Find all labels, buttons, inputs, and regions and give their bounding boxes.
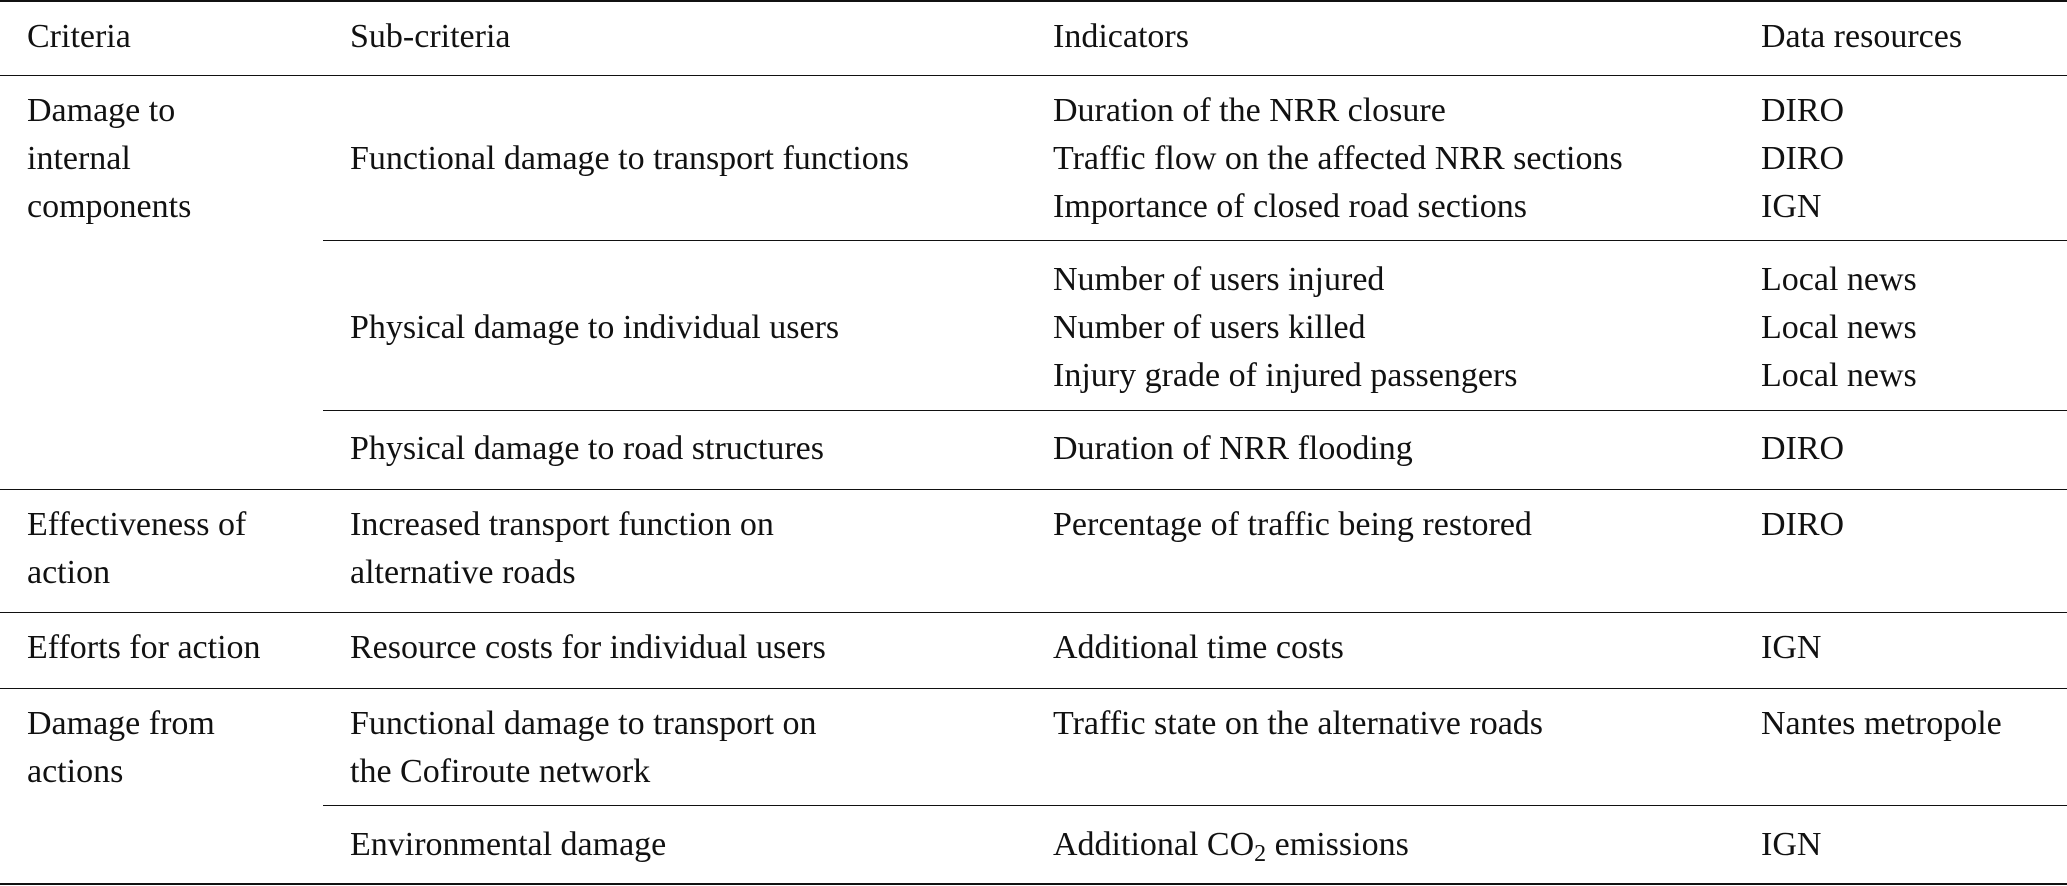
- indicator-cell: Number of users injured: [1053, 261, 1385, 298]
- indicator-subscript: 2: [1254, 841, 1267, 867]
- resource-cell: IGN: [1761, 826, 1822, 863]
- indicator-cell: Injury grade of injured passengers: [1053, 357, 1518, 394]
- resource-cell: IGN: [1761, 629, 1822, 666]
- sub-criteria-cell: alternative roads: [350, 554, 576, 591]
- sub-criteria-cell: Functional damage to transport on: [350, 705, 817, 742]
- resource-cell: Local news: [1761, 261, 1917, 298]
- indicator-cell: Duration of the NRR closure: [1053, 92, 1446, 129]
- indicator-cell: [1053, 821, 1409, 869]
- resource-cell: Nantes metropole: [1761, 705, 2002, 742]
- resource-cell: DIRO: [1761, 140, 1845, 177]
- header-data-resources: Data resources: [1761, 18, 1963, 55]
- indicator-cell: Number of users killed: [1053, 309, 1366, 346]
- resource-cell: Local news: [1761, 357, 1917, 394]
- sub-criteria-cell: Physical damage to individual users: [350, 309, 840, 346]
- resource-cell: Local news: [1761, 309, 1917, 346]
- criteria-cell: actions: [27, 753, 124, 790]
- criteria-cell: Effectiveness of: [27, 506, 247, 543]
- criteria-cell: components: [27, 188, 192, 225]
- criteria-cell: Efforts for action: [27, 629, 261, 666]
- indicator-cell: Duration of NRR flooding: [1053, 430, 1413, 467]
- sub-criteria-cell: Resource costs for individual users: [350, 629, 826, 666]
- subgroup-rule: [323, 410, 2067, 411]
- group-rule: [0, 612, 2067, 613]
- header-sub-criteria: Sub-criteria: [350, 18, 511, 55]
- indicator-cell: Traffic state on the alternative roads: [1053, 705, 1544, 742]
- sub-criteria-cell: Environmental damage: [350, 826, 667, 863]
- subgroup-rule: [323, 805, 2067, 806]
- sub-criteria-cell: Increased transport function on: [350, 506, 774, 543]
- indicator-cell: Traffic flow on the affected NRR sections: [1053, 140, 1623, 177]
- resource-cell: DIRO: [1761, 92, 1845, 129]
- header-rule: [0, 75, 2067, 76]
- criteria-cell: action: [27, 554, 111, 591]
- sub-criteria-cell: Functional damage to transport functions: [350, 140, 909, 177]
- indicator-text: Additional CO: [1053, 826, 1255, 863]
- sub-criteria-cell: Physical damage to road structures: [350, 430, 824, 467]
- resource-cell: DIRO: [1761, 506, 1845, 543]
- resource-cell: IGN: [1761, 188, 1822, 225]
- criteria-cell: internal: [27, 140, 131, 177]
- header-indicators: Indicators: [1053, 18, 1189, 55]
- criteria-cell: Damage to: [27, 92, 176, 129]
- group-rule: [0, 688, 2067, 689]
- criteria-cell: Damage from: [27, 705, 215, 742]
- indicator-cell: Additional time costs: [1053, 629, 1344, 666]
- table-bottom-rule: [0, 883, 2067, 885]
- indicator-suffix: emissions: [1266, 826, 1409, 863]
- resource-cell: DIRO: [1761, 430, 1845, 467]
- header-criteria: Criteria: [27, 18, 131, 55]
- sub-criteria-cell: the Cofiroute network: [350, 753, 651, 790]
- group-rule: [0, 489, 2067, 490]
- indicator-cell: Percentage of traffic being restored: [1053, 506, 1532, 543]
- table-top-rule: [0, 0, 2067, 2]
- subgroup-rule: [323, 240, 2067, 241]
- indicator-cell: Importance of closed road sections: [1053, 188, 1527, 225]
